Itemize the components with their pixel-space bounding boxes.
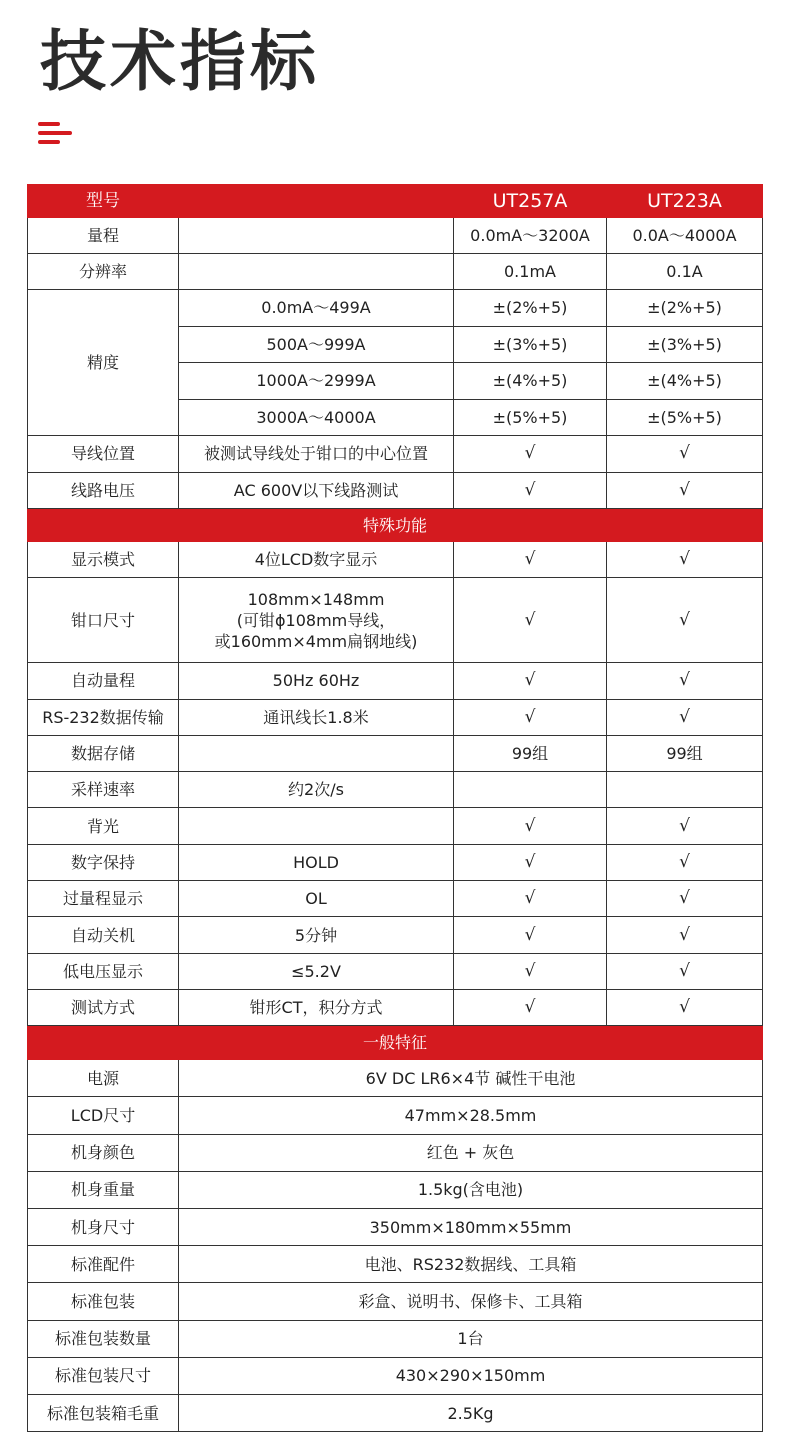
value-ut223a: √ xyxy=(607,699,763,735)
row-value: 红色 + 灰色 xyxy=(179,1134,763,1171)
section-title-general: 一般特征 xyxy=(28,1026,763,1060)
row-label: 数据存储 xyxy=(28,735,179,771)
value-ut257a: √ xyxy=(454,542,607,578)
row-label: 钳口尺寸 xyxy=(28,578,179,663)
value-ut257a: √ xyxy=(454,578,607,663)
value-ut223a xyxy=(607,772,763,808)
table-row xyxy=(28,1097,763,1134)
row-label: 导线位置 xyxy=(28,436,179,473)
row-condition: 3000A～4000A xyxy=(179,399,454,436)
table-row xyxy=(28,953,763,989)
row-condition: 5分钟 xyxy=(179,917,454,953)
value-ut257a: √ xyxy=(454,844,607,880)
table-row xyxy=(28,844,763,880)
value-ut223a: ±(5%+5) xyxy=(607,399,763,436)
table-row xyxy=(28,989,763,1025)
value-ut257a: 0.1mA xyxy=(454,254,607,290)
table-row xyxy=(28,218,763,254)
row-label: 量程 xyxy=(28,218,179,254)
value-ut223a: 0.1A xyxy=(607,254,763,290)
row-condition: AC 600V以下线路测试 xyxy=(179,472,454,509)
condition-line: 或160mm×4mm扁钢地线) xyxy=(214,631,418,651)
value-ut223a: √ xyxy=(607,542,763,578)
condition-line: (可钳ϕ108mm导线， xyxy=(236,610,396,630)
row-label: 自动量程 xyxy=(28,663,179,699)
value-ut257a: √ xyxy=(454,436,607,473)
row-value: 6V DC LR6×4节 碱性干电池 xyxy=(179,1060,763,1097)
spec-table xyxy=(27,184,763,1432)
table-row xyxy=(28,542,763,578)
header-blank xyxy=(179,185,454,218)
row-condition: 钳形CT，积分方式 xyxy=(179,989,454,1025)
table-row xyxy=(28,735,763,771)
table-row xyxy=(28,699,763,735)
table-row xyxy=(28,881,763,917)
row-label: 电源 xyxy=(28,1060,179,1097)
row-condition: 0.0mA～499A xyxy=(179,290,454,327)
value-ut223a: √ xyxy=(607,578,763,663)
value-ut223a: 0.0A～4000A xyxy=(607,218,763,254)
condition-line: 108mm×148mm xyxy=(247,589,385,609)
header-row xyxy=(28,185,763,218)
header-ut223a: UT223A xyxy=(607,185,763,218)
row-value: 47mm×28.5mm xyxy=(179,1097,763,1134)
value-ut257a: √ xyxy=(454,472,607,509)
row-condition: 4位LCD数字显示 xyxy=(179,542,454,578)
row-label: 数字保持 xyxy=(28,844,179,880)
table-row xyxy=(28,808,763,844)
value-ut257a: √ xyxy=(454,699,607,735)
table-row xyxy=(28,1394,763,1431)
table-row xyxy=(28,254,763,290)
row-condition xyxy=(179,218,454,254)
row-label: 采样速率 xyxy=(28,772,179,808)
row-condition: 1000A～2999A xyxy=(179,363,454,400)
value-ut257a: ±(5%+5) xyxy=(454,399,607,436)
value-ut257a: 0.0mA～3200A xyxy=(454,218,607,254)
table-row xyxy=(28,663,763,699)
section-header xyxy=(28,1026,763,1060)
value-ut257a: ±(4%+5) xyxy=(454,363,607,400)
row-value: 彩盒、说明书、保修卡、工具箱 xyxy=(179,1283,763,1320)
value-ut257a: ±(3%+5) xyxy=(454,326,607,363)
table-row xyxy=(28,1060,763,1097)
header-model: 型号 xyxy=(28,185,179,218)
table-row xyxy=(28,1357,763,1394)
value-ut223a: 99组 xyxy=(607,735,763,771)
row-condition: HOLD xyxy=(179,844,454,880)
table-row xyxy=(28,1320,763,1357)
table-row xyxy=(28,1283,763,1320)
table-row xyxy=(28,772,763,808)
value-ut223a: √ xyxy=(607,436,763,473)
table-row xyxy=(28,436,763,473)
value-ut223a: √ xyxy=(607,917,763,953)
table-row xyxy=(28,578,763,663)
row-label: 低电压显示 xyxy=(28,953,179,989)
row-condition xyxy=(179,735,454,771)
table-row xyxy=(28,917,763,953)
value-ut257a: √ xyxy=(454,989,607,1025)
section-header xyxy=(28,509,763,542)
row-condition: OL xyxy=(179,881,454,917)
row-label: 线路电压 xyxy=(28,472,179,509)
row-value: 电池、RS232数据线、工具箱 xyxy=(179,1246,763,1283)
row-label: 标准包装箱毛重 xyxy=(28,1394,179,1431)
value-ut257a: √ xyxy=(454,808,607,844)
row-label: 机身重量 xyxy=(28,1171,179,1208)
row-label: LCD尺寸 xyxy=(28,1097,179,1134)
row-label: 过量程显示 xyxy=(28,881,179,917)
value-ut257a: 99组 xyxy=(454,735,607,771)
row-condition: 被测试导线处于钳口的中心位置 xyxy=(179,436,454,473)
row-condition: ≤5.2V xyxy=(179,953,454,989)
table-row xyxy=(28,1209,763,1246)
row-label: 机身尺寸 xyxy=(28,1209,179,1246)
row-condition: 50Hz 60Hz xyxy=(179,663,454,699)
value-ut257a: √ xyxy=(454,917,607,953)
row-label: RS-232数据传输 xyxy=(28,699,179,735)
table-row xyxy=(28,290,763,327)
row-label: 显示模式 xyxy=(28,542,179,578)
row-label: 分辨率 xyxy=(28,254,179,290)
value-ut223a: √ xyxy=(607,472,763,509)
table-row xyxy=(28,1171,763,1208)
value-ut223a: √ xyxy=(607,989,763,1025)
value-ut223a: ±(3%+5) xyxy=(607,326,763,363)
value-ut223a: √ xyxy=(607,881,763,917)
value-ut223a: √ xyxy=(607,663,763,699)
row-condition: 500A～999A xyxy=(179,326,454,363)
value-ut257a: √ xyxy=(454,953,607,989)
value-ut223a: √ xyxy=(607,953,763,989)
row-label: 标准包装尺寸 xyxy=(28,1357,179,1394)
row-condition xyxy=(179,808,454,844)
row-value: 430×290×150mm xyxy=(179,1357,763,1394)
value-ut257a: √ xyxy=(454,881,607,917)
header-ut257a: UT257A xyxy=(454,185,607,218)
row-condition: 约2次/s xyxy=(179,772,454,808)
value-ut257a: ±(2%+5) xyxy=(454,290,607,327)
table-row xyxy=(28,472,763,509)
row-value: 2.5Kg xyxy=(179,1394,763,1431)
menu-lines-icon xyxy=(38,122,72,146)
row-value: 1台 xyxy=(179,1320,763,1357)
row-label: 测试方式 xyxy=(28,989,179,1025)
row-label: 标准配件 xyxy=(28,1246,179,1283)
row-condition xyxy=(179,254,454,290)
row-label: 背光 xyxy=(28,808,179,844)
row-condition xyxy=(179,578,454,663)
value-ut257a xyxy=(454,772,607,808)
page-title: 技术指标 xyxy=(40,23,320,100)
row-label: 标准包装 xyxy=(28,1283,179,1320)
row-value: 1.5kg(含电池) xyxy=(179,1171,763,1208)
row-label: 标准包装数量 xyxy=(28,1320,179,1357)
value-ut257a: √ xyxy=(454,663,607,699)
row-value: 350mm×180mm×55mm xyxy=(179,1209,763,1246)
value-ut223a: ±(2%+5) xyxy=(607,290,763,327)
row-condition: 通讯线长1.8米 xyxy=(179,699,454,735)
value-ut223a: ±(4%+5) xyxy=(607,363,763,400)
section-title-special: 特殊功能 xyxy=(28,509,763,542)
row-label: 自动关机 xyxy=(28,917,179,953)
value-ut223a: √ xyxy=(607,844,763,880)
row-label: 机身颜色 xyxy=(28,1134,179,1171)
row-label: 精度 xyxy=(28,290,179,436)
value-ut223a: √ xyxy=(607,808,763,844)
table-row xyxy=(28,1134,763,1171)
table-row xyxy=(28,1246,763,1283)
